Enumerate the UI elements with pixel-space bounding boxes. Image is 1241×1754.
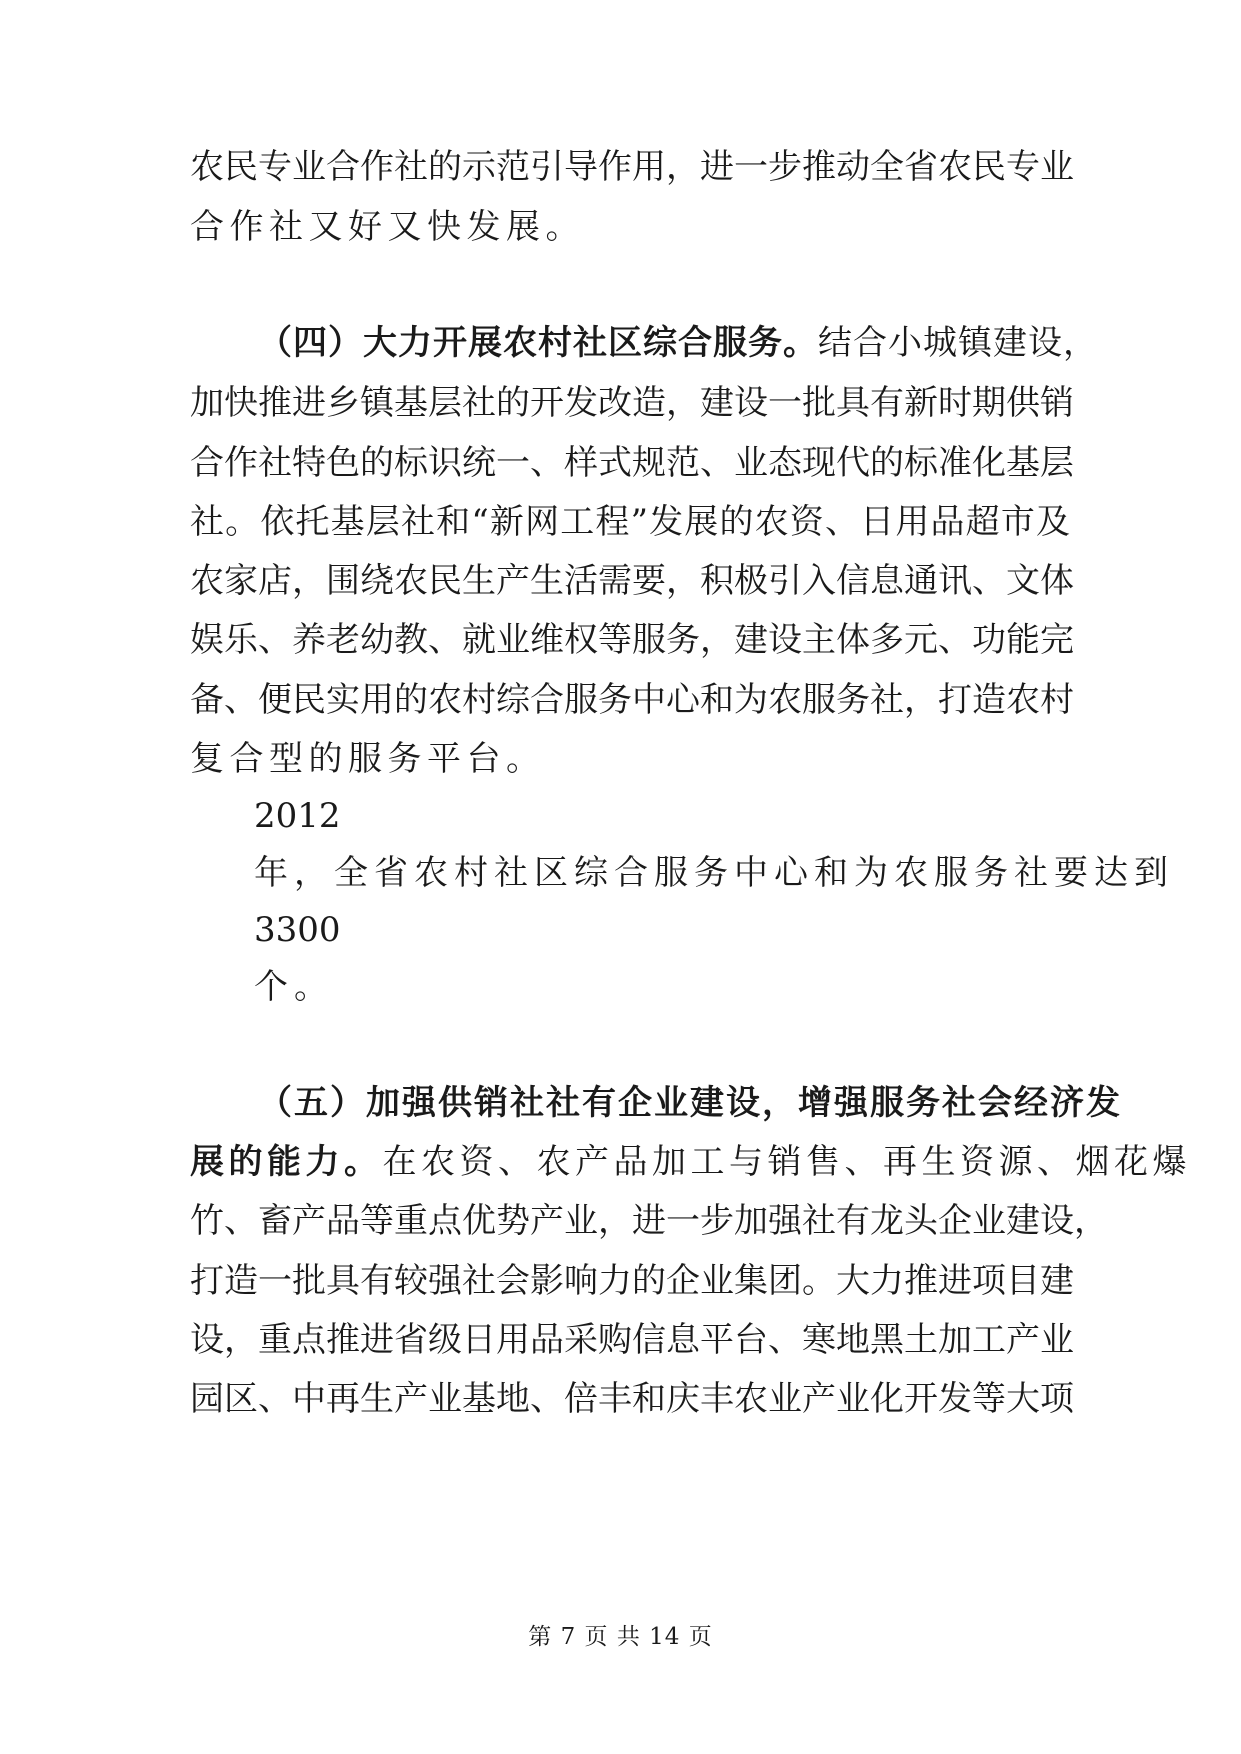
paragraph-line: 加快推进乡镇基层社的开发改造，建设一批具有新时期供销 — [190, 383, 1074, 423]
fragment-text: 年，全省农村社区综合服务中心和为农服务社要达到 — [254, 853, 1174, 893]
section-heading-cont: 展的能力。 — [190, 1142, 383, 1182]
paragraph-line: 园区、中再生产业基地、倍丰和庆丰农业产业化开发等大项 — [190, 1379, 1074, 1419]
paragraph-text: 结合小城镇建设， — [818, 323, 1098, 363]
paragraph-line: 社。依托基层社和“新网工程”发展的农资、日用品超市及 — [190, 502, 1070, 542]
paragraph-line: 合作社又好又快发展。 — [190, 207, 585, 247]
section-heading: （五）加强供销社社有企业建设，增强服务社会经济发 — [258, 1083, 1122, 1123]
paragraph-line: 合作社特色的标识统一、样式规范、业态现代的标准化基层 — [190, 443, 1074, 483]
paragraph-line: 竹、畜产品等重点优势产业，进一步加强社有龙头企业建设， — [190, 1201, 1108, 1241]
unit-fragment: 个。 — [254, 967, 334, 1007]
section-heading: （四）大力开展农村社区综合服务。 — [258, 323, 818, 363]
year-fragment: 2012 — [254, 796, 341, 836]
paragraph-line: 农民专业合作社的示范引导作用，进一步推动全省农民专业 — [190, 147, 1074, 187]
paragraph-line: 娱乐、养老幼教、就业维权等服务，建设主体多元、功能完 — [190, 620, 1074, 660]
paragraph-line: 复合型的服务平台。 — [190, 739, 546, 779]
paragraph-text: 在农资、农产品加工与销售、再生资源、烟花爆 — [382, 1142, 1191, 1182]
number-fragment: 3300 — [254, 910, 341, 950]
paragraph-line: 备、便民实用的农村综合服务中心和为农服务社，打造农村 — [190, 680, 1074, 720]
paragraph-line: 打造一批具有较强社会影响力的企业集团。大力推进项目建 — [190, 1261, 1074, 1301]
page-footer: 第 7 页 共 14 页 — [528, 1624, 713, 1650]
paragraph-line: 设，重点推进省级日用品采购信息平台、寒地黑土加工产业 — [190, 1320, 1074, 1360]
section-heading-line — [190, 1142, 1191, 1182]
section-heading-line — [258, 323, 1098, 363]
paragraph-line: 农家店，围绕农民生产生活需要，积极引入信息通讯、文体 — [190, 561, 1074, 601]
